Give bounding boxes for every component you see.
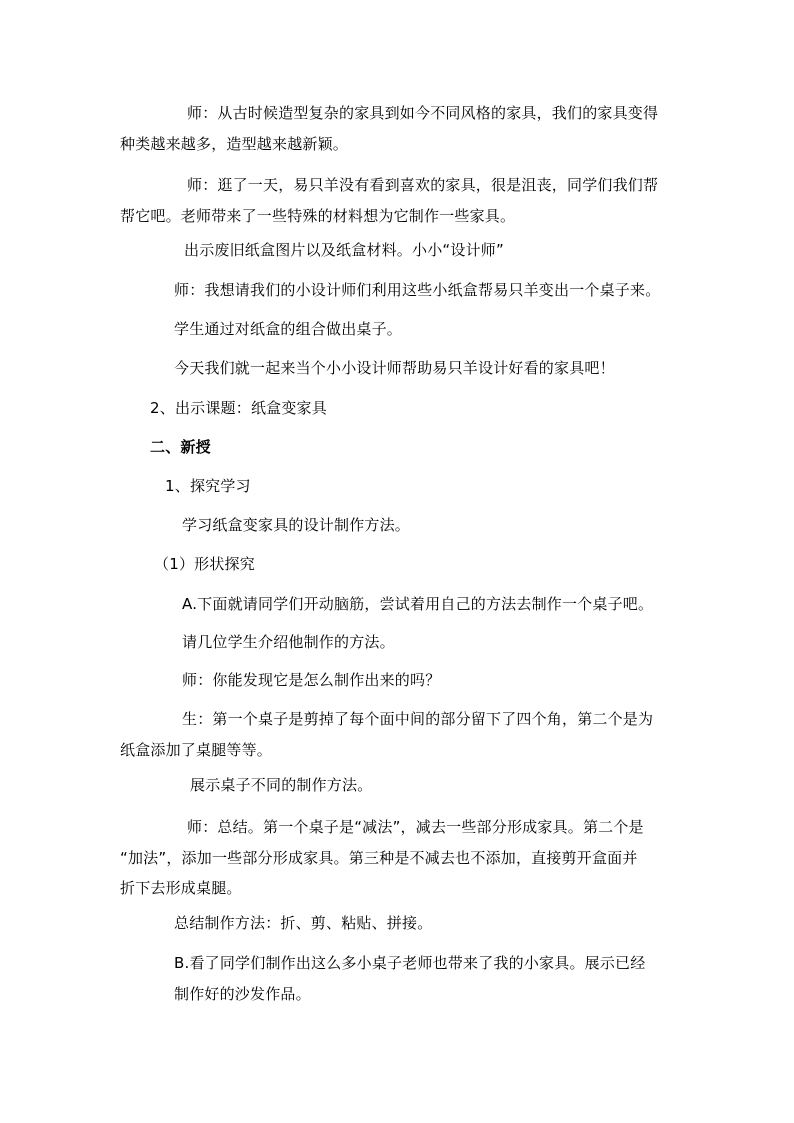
paragraph-line: 学生通过对纸盒的组合做出桌子。: [174, 320, 403, 338]
paragraph-line: 今天我们就一起来当个小小设计师帮助易只羊设计好看的家具吧！: [174, 359, 615, 377]
paragraph-line: 展示桌子不同的制作方法。: [190, 776, 373, 794]
section-heading: 二、新授: [150, 438, 211, 456]
paragraph-line: 师：我想请我们的小设计师们利用这些小纸盒帮易只羊变出一个桌子来。: [174, 281, 661, 299]
paragraph-line: B.看了同学们制作出这么多小桌子老师也带来了我的小家具。展示已经: [174, 954, 646, 972]
paragraph-line: 师：总结。第一个桌子是“减法”，减去一些部分形成家具。第二个是: [187, 818, 644, 836]
paragraph-line: 请几位学生介绍他制作的方法。: [182, 633, 395, 651]
paragraph-line: 种类越来越多，造型越来越新颖。: [120, 135, 349, 153]
subsection-heading: 1、探究学习: [165, 477, 251, 495]
subsection-heading: （1）形状探究: [154, 555, 255, 573]
paragraph-line: 总结制作方法：折、剪、粘贴、拼接。: [174, 914, 433, 932]
paragraph-line: 帮它吧。老师带来了一些特殊的材料想为它制作一些家具。: [120, 207, 516, 225]
paragraph-line: 2、出示课题：纸盒变家具: [150, 399, 327, 417]
paragraph-line: A.下面就请同学们开动脑筋，尝试着用自己的方法去制作一个桌子吧。: [182, 595, 654, 613]
paragraph-line: 生：第一个桌子是剪掉了每个面中间的部分留下了四个角，第二个是为: [182, 710, 654, 728]
paragraph-line: 出示废旧纸盒图片以及纸盒材料。小小“设计师”: [184, 241, 504, 259]
paragraph-line: 学习纸盒变家具的设计制作方法。: [182, 516, 411, 534]
paragraph-line: 纸盒添加了桌腿等等。: [120, 741, 273, 759]
paragraph-line: 折下去形成桌腿。: [120, 879, 242, 897]
paragraph-line: “加法”，添加一些部分形成家具。第三种是不减去也不添加，直接剪开盒面并: [120, 849, 638, 867]
paragraph-line: 制作好的沙发作品。: [174, 985, 311, 1003]
paragraph-line: 师：逛了一天，易只羊没有看到喜欢的家具，很是沮丧，同学们我们帮: [187, 176, 659, 194]
paragraph-line: 师：你能发现它是怎么制作出来的吗？: [182, 671, 441, 689]
paragraph-line: 师：从古时候造型复杂的家具到如今不同风格的家具，我们的家具变得: [187, 104, 659, 122]
